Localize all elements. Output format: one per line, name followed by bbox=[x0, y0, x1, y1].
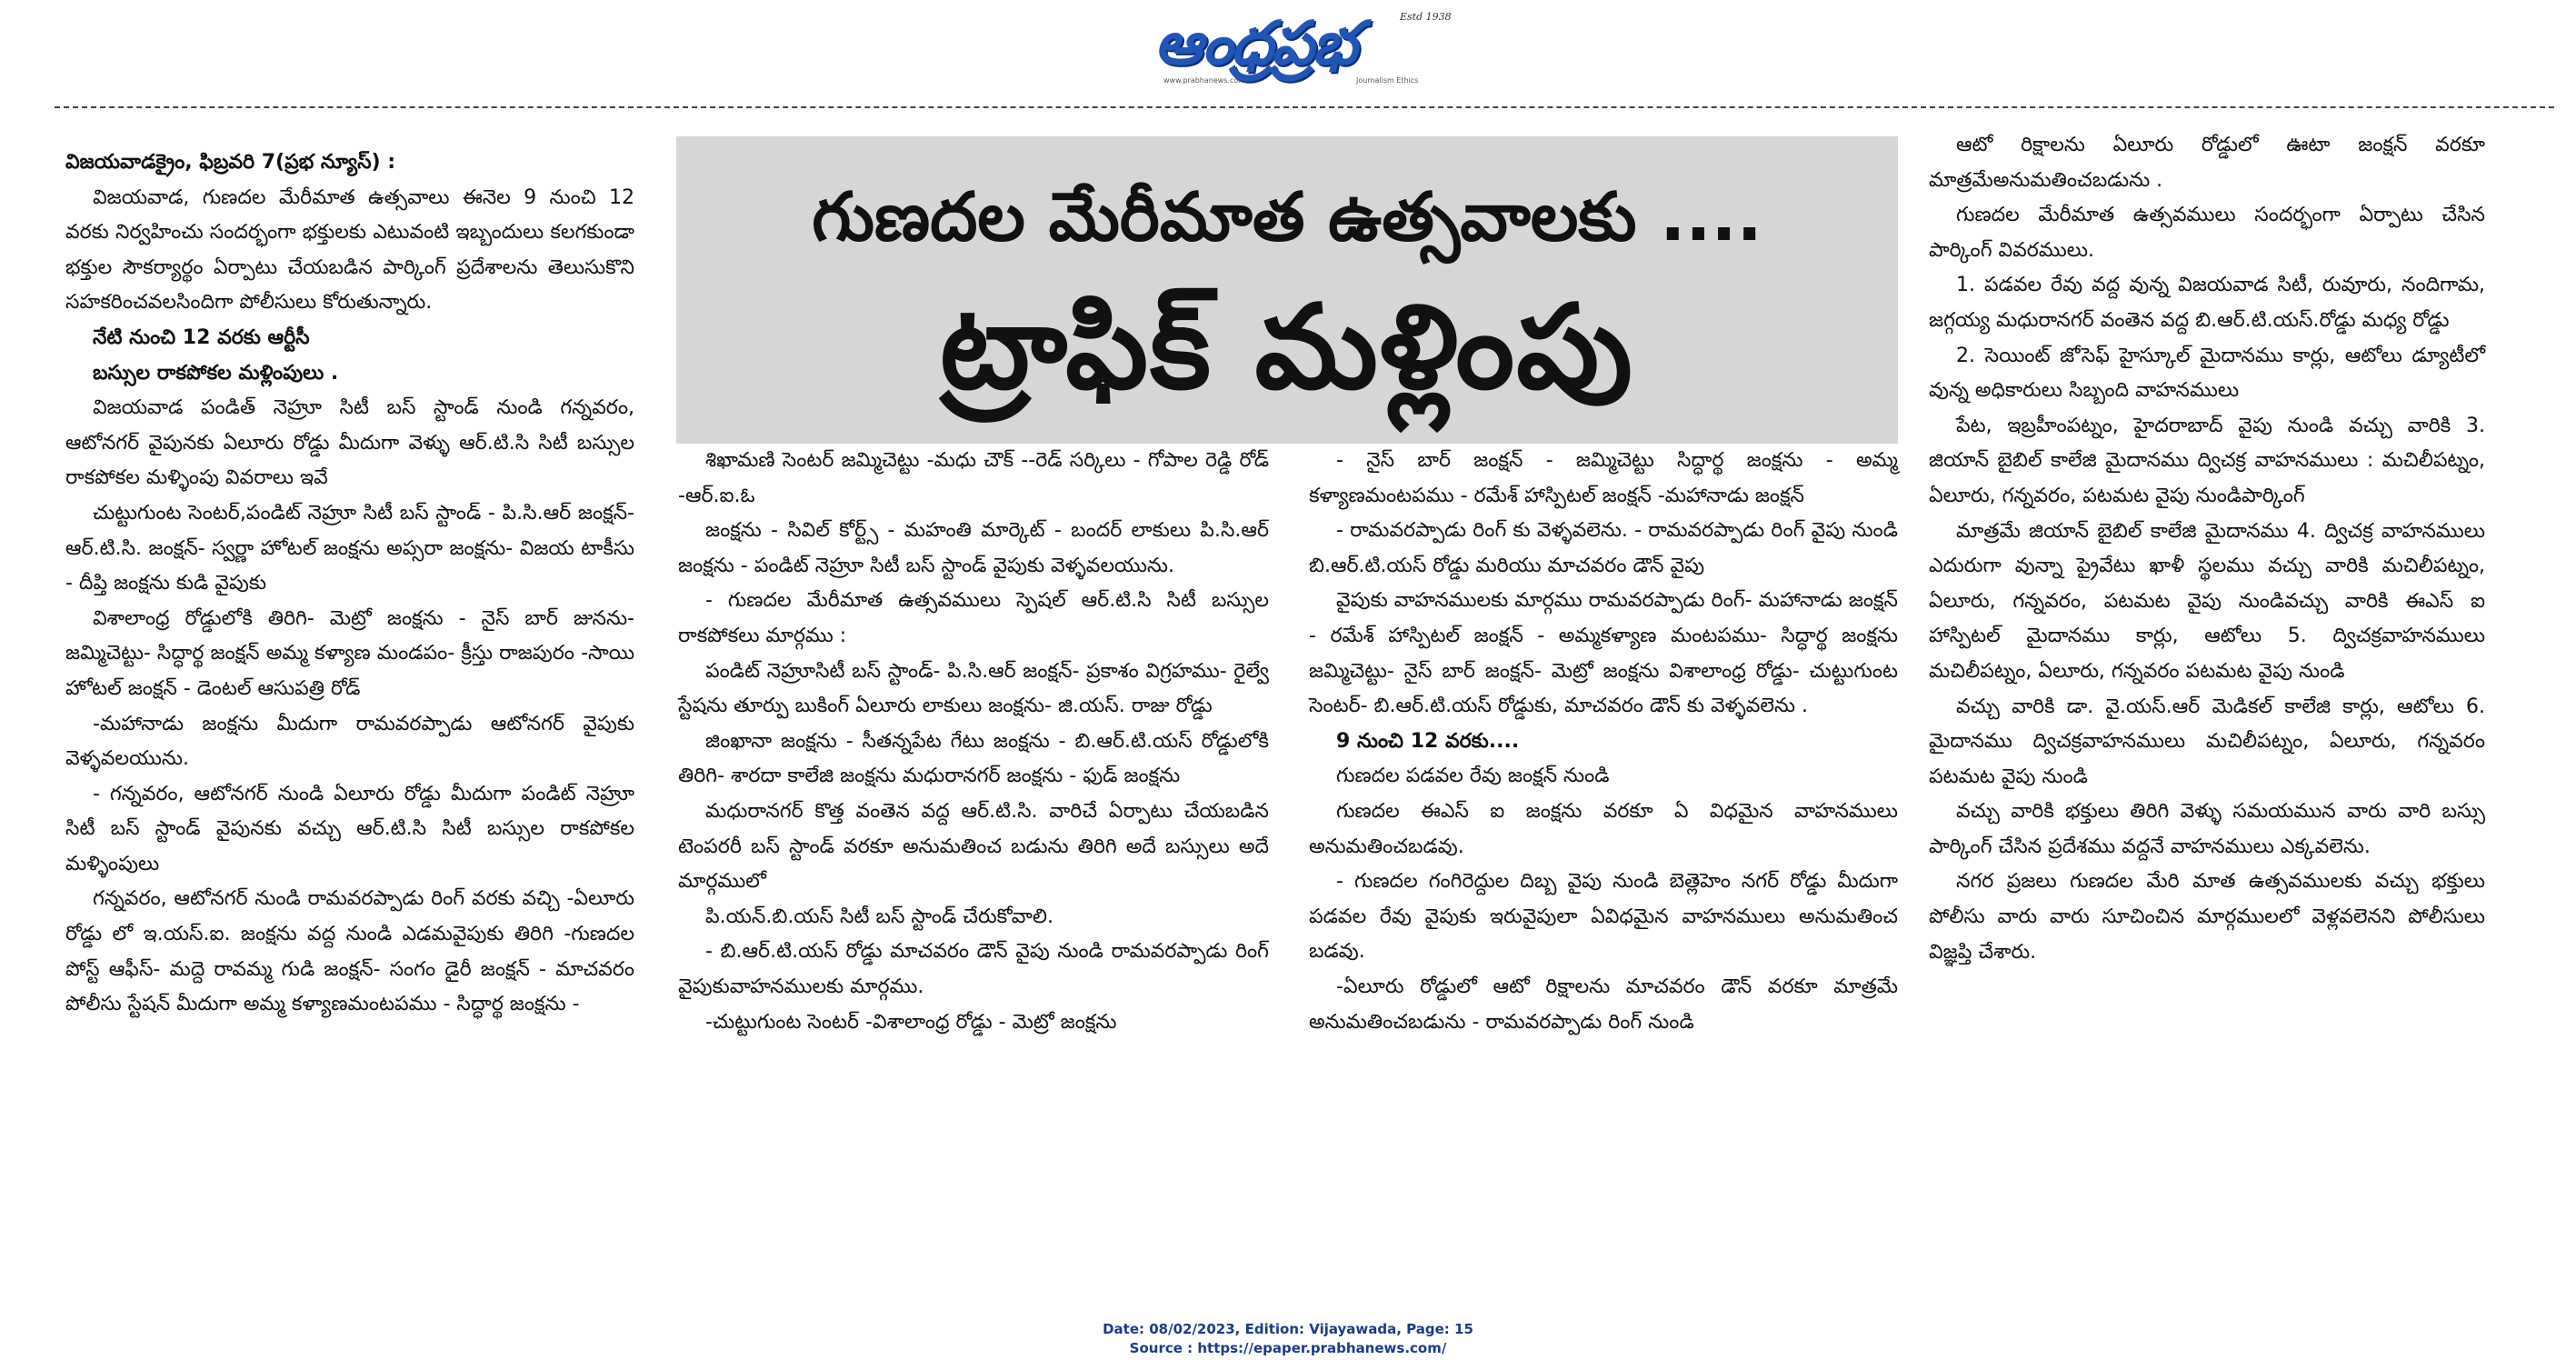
paragraph: -ఏలూరు రోడ్డులో ఆటో రిక్షాలను మాచవరం డౌన్ వరకూ మాత్రమే అనుమతించబడును - రామవరప్పాడు రింగ్ నుండి bbox=[1309, 975, 1898, 1034]
paragraph: శిఖామణి సెంటర్ జమ్మిచెట్టు -మధు చౌక్ --రెడ్ సర్కిలు - గోపాల రెడ్డి రోడ్ -ఆర్.ఐ.ఓ bbox=[678, 449, 1269, 507]
page-footer bbox=[0, 1320, 2576, 1358]
paragraph: - బి.ఆర్.టి.యస్ రోడ్డు మాచవరం డౌన్ వైపు నుండి రామవరప్పాడు రింగ్ వైపుకువాహనములకు మార్గము. bbox=[678, 940, 1269, 998]
paragraph: పండిట్ నెహ్రూసిటీ బస్ స్టాండ్- పి.సి.ఆర్ జంక్షన్- ప్రకాశం విగ్రహము- రైల్వే స్టేషను తూర్పు బుకింగ్ ఏలూరు లాకులు జంక్షను- జి.యస్. రాజు రోడ్డు bbox=[678, 659, 1269, 718]
article-column-1 bbox=[65, 145, 634, 1023]
paragraph: - గన్నవరం, ఆటోనగర్ నుండి ఏలూరు రోడ్డు మీదుగా పండిట్ నెహ్రూ సిటీ బస్ స్టాండ్ వైపునకు వచ్చు ఆర్.టి.సి సిటీ బస్సుల రాకపోకల మళ్ళింపులు bbox=[65, 782, 634, 875]
article-column-2 bbox=[678, 444, 1269, 1040]
masthead bbox=[1118, 5, 1463, 87]
paragraph: -చుట్టుగుంట సెంటర్ -విశాలాంధ్ర రోడ్డు - మెట్రో జంక్షను bbox=[705, 1010, 1117, 1034]
paragraph: గుణదల ఈఎస్ ఐ జంక్షను వరకూ ఏ విధమైన వాహనములు అనుమతించబడవు. bbox=[1309, 799, 1898, 858]
paragraph: - నైస్ బార్ జంక్షన్ - జమ్మిచెట్టు సిద్ధార్థ జంక్షను - అమ్మ కళ్యాణమంటపము - రమేశ్ హాస్పిటల్ జంక్షన్ -మహానాడు జంక్షన్ bbox=[1309, 449, 1898, 507]
paragraph: జింఖానా జంక్షను - సీతన్నపేట గేటు జంక్షను - బి.ఆర్.టి.యస్ రోడ్డులోకి తిరిగి- శారదా కాలేజి జంక్షను మధురానగర్ జంక్షను - ఫుడ్ జంక్షను bbox=[678, 729, 1269, 788]
paragraph: విజయవాడ, గుణదల మేరీమాత ఉత్సవాలు ఈనెల 9 నుంచి 12 వరకు నిర్వహించు సందర్భంగా భక్తులకు ఎటువంటి ఇబ్బందులు కలగకుండా భక్తుల సౌకర్యార్థం ఏర్పాటు చేయబడిన పార్కింగ్ ప్రదేశాలను తెలుసుకొని సహకరించవలసిందిగా పోలీసులు కోరుతున్నారు. bbox=[65, 185, 634, 315]
paragraph: జంక్షను - సివిల్ కోర్ట్స్ - మహంతి మార్కెట్ - బందర్ లాకులు పి.సి.ఆర్ జంక్షను - పండిట్ నెహ్రూ సిటీ బస్ స్టాండ్ వైపుకు వెళ్ళవలయును. bbox=[678, 519, 1269, 577]
logo-estd: Estd 1938 bbox=[1400, 11, 1452, 23]
paragraph: వైపుకు వాహనములకు మార్గము రామవరప్పాడు రింగ్- మహానాడు జంక్షన్ - రమేశ్ హాస్పిటల్ జంక్షన్ - అమ్మకళ్యాణ మంటపము- సిద్ధార్థ జంక్షను జమ్మిచెట్టు- నైస్ బార్ జంక్షన్- మెట్రో జంక్షను విశాలాంధ్ర రోడ్డు- చుట్టుగుంట సెంటర్- బి.ఆర్.టి.యస్ రోడ్డుకు, మాచవరం డౌన్ కు వెళ్ళవలెను . bbox=[1309, 589, 1898, 718]
paragraph: పి.యన్.బి.యస్ సిటీ బస్ స్టాండ్ చేరుకోవాలి. bbox=[705, 905, 1053, 928]
newspaper-logo: ఆంధ్రప్రభ bbox=[1154, 8, 1356, 78]
footer-source-link[interactable]: Source : https://epaper.prabhanews.com/ bbox=[1129, 1340, 1447, 1356]
subheading: బస్సుల రాకపోకల మళ్లింపులు . bbox=[93, 361, 339, 385]
paragraph: - రామవరప్పాడు రింగ్ కు వెళ్ళవలెను. - రామవరప్పాడు రింగ్ వైపు నుండి బి.ఆర్.టి.యస్ రోడ్డు మరియు మాచవరం డౌన్ వైపు bbox=[1309, 519, 1898, 577]
headline-box bbox=[676, 136, 1898, 444]
paragraph: -మహానాడు జంక్షను మీదుగా రామవరప్పాడు ఆటోనగర్ వైపుకు వెళ్ళవలయును. bbox=[65, 712, 634, 771]
article-column-3 bbox=[1309, 444, 1898, 1040]
paragraph: నగర ప్రజలు గుణదల మేరి మాత ఉత్సవములకు వచ్చు భక్తులు పోలీసు వారు వారు సూచించిన మార్గములలో వెళ్లవలెనని పోలీసులు విజ్ఞప్తి చేశారు. bbox=[1929, 870, 2485, 964]
paragraph: గుణదల మేరీమాత ఉత్సవములు సందర్భంగా ఏర్పాటు చేసిన పార్కింగ్ వివరములు. bbox=[1929, 204, 2485, 262]
paragraph: చుట్టుగుంట సెంటర్,పండిట్ నెహ్రూ సిటీ బస్ స్టాండ్ - పి.సి.ఆర్ జంక్షన్- ఆర్.టి.సి. జంక్షన్- స్వర్ణా హోటల్ జంక్షను అప్సరా జంక్షను- విజయ టాకీసు - దీప్తి జంక్షను కుడి వైపుకు bbox=[65, 501, 634, 595]
subheading: 9 నుంచి 12 వరకు.... bbox=[1336, 729, 1520, 753]
headline-kicker: గుణదల మేరీమాత ఉత్సవాలకు .... bbox=[812, 178, 1762, 256]
paragraph: ఆటో రిక్షాలను ఏలూరు రోడ్డులో ఊటా జంక్షన్ వరకూ మాత్రమేఅనుమతించబడును . bbox=[1929, 134, 2485, 192]
paragraph: గన్నవరం, ఆటోనగర్ నుండి రామవరప్పాడు రింగ్ వరకు వచ్చి -ఏలూరు రోడ్డు లో ఇ.యస్.ఐ. జంక్షను వద్ద నుండి ఎడమవైపుకు తిరిగి -గుణదల పోస్ట్ ఆఫీస్- మద్దె రావమ్మ గుడి జంక్షన్- సంగం డైరీ జంక్షన్ - మాచవరం పోలీసు స్టేషన్ మీదుగా అమ్మ కళ్యాణమంటపము - సిద్ధార్థ జంక్షను - bbox=[65, 887, 634, 1016]
paragraph: మధురానగర్ కొత్త వంతెన వద్ద ఆర్.టి.సి. వారిచే ఏర్పాటు చేయబడిన టెంపరరీ బస్ స్టాండ్ వరకూ అనుమతించ బడును తిరిగి అదే బస్సులు అదే మార్గములో bbox=[678, 799, 1269, 894]
logo-website: www.prabhanews.com bbox=[1163, 76, 1246, 85]
paragraph: 1. పడవల రేవు వద్ద వున్న విజయవాడ సిటీ, రువూరు, నందిగామ, జగ్గయ్య మధురానగర్ వంతెన వద్ద బి.ఆర్.టి.యస్.రోడ్డు మధ్య రోడ్డు bbox=[1929, 274, 2485, 332]
paragraph: 2. సెయింట్ జోసెఫ్ హైస్కూల్ మైదానము కార్లు, ఆటోలు డ్యూటీలో వున్న అధికారులు సిబ్బంది వాహనములు bbox=[1929, 344, 2485, 403]
paragraph: విశాలాంధ్ర రోడ్డులోకి తిరిగి- మెట్రో జంక్షను - నైస్ బార్ జునను- జమ్మిచెట్టు- సిద్ధార్థ జంక్షన్ అమ్మ కళ్యాణ మండపం- క్రీస్తు రాజపురం -సాయి హోటల్ జంక్షన్ - డెంటల్ ఆసుపత్రి రోడ్ bbox=[65, 606, 634, 700]
paragraph: విజయవాడ పండిత్ నెహ్రూ సిటీ బస్ స్టాండ్ నుండి గన్నవరం, ఆటోనగర్ వైపునకు ఏలూరు రోడ్డు మీదుగా వెళ్ళు ఆర్.టి.సి సిటీ బస్సుల రాకపోకల మళ్ళింపు వివరాలు ఇవే bbox=[65, 396, 634, 490]
footer-date-edition: Date: 08/02/2023, Edition: Vijayawada, Page: 15 bbox=[1103, 1321, 1473, 1337]
dateline: విజయవాడక్రైం, ఫిబ్రవరి 7(ప్రభ న్యూస్) : bbox=[65, 151, 396, 174]
paragraph: - గుణదల గంగిరెద్దుల దిబ్బ వైపు నుండి బెత్లెహెం నగర్ రోడ్డు మీదుగా పడవల రేవు వైపుకు ఇరువైపులా ఏవిధమైన వాహనములు అనుమతించ బడవు. bbox=[1309, 870, 1898, 964]
paragraph: పేట, ఇబ్రహీంపట్నం, హైదరాబాద్ వైపు నుండి వచ్చు వారికి 3. జియాన్ బైబిల్ కాలేజి మైదానము ద్విచక్ర వాహనములు : మచిలీపట్నం, ఏలూరు, గన్నవరం, పటమట వైపు నుండిపార్కింగ్ bbox=[1929, 414, 2485, 507]
masthead-divider bbox=[55, 106, 2554, 108]
paragraph: మాత్రమే జియాన్ బైబిల్ కాలేజి మైదానము 4. ద్విచక్ర వాహనములు ఎదురుగా వున్నా ప్రైవేటు ఖాళీ స్థలము వచ్చు వారికి మచిలీపట్నం, ఏలూరు, గన్నవరం, పటమట వైపు నుండివచ్చు వారికి ఈఎస్ ఐ హాస్పిటల్ మైదానము కార్లు, ఆటోలు 5. ద్విచక్రవాహనములు మచిలీపట్నం, ఏలూరు, గన్నవరం పటమట వైపు నుండి bbox=[1929, 519, 2485, 683]
headline-main: ట్రాఫిక్ మళ్లింపు bbox=[940, 280, 1634, 415]
logo-tagline: Journalism Ethics bbox=[1356, 76, 1419, 85]
paragraph: గుణదల పడవల రేవు జంక్షన్ నుండి bbox=[1336, 765, 1610, 788]
subheading: నేటి నుంచి 12 వరకు ఆర్టీసీ bbox=[93, 325, 310, 349]
paragraph: - గుణదల మేరీమాత ఉత్సవములు స్పెషల్ ఆర్.టి.సి సిటీ బస్సుల రాకపోకలు మార్గము : bbox=[678, 589, 1269, 647]
paragraph: వచ్చు వారికి భక్తులు తిరిగి వెళ్ళు సమయమున వారు వారి బస్సు పార్కింగ్ చేసిన ప్రదేశము వద్దనే వాహనములు ఎక్కవలెను. bbox=[1929, 800, 2485, 858]
paragraph: వచ్చు వారికి డా. వై.యస్.ఆర్ మెడికల్ కాలేజి కార్లు, ఆటోలు 6. మైదానము ద్విచక్రవాహనములు మచిలీపట్నం, ఏలూరు, గన్నవరం పటమట వైపు నుండి bbox=[1929, 695, 2485, 788]
article-column-4 bbox=[1929, 128, 2485, 970]
